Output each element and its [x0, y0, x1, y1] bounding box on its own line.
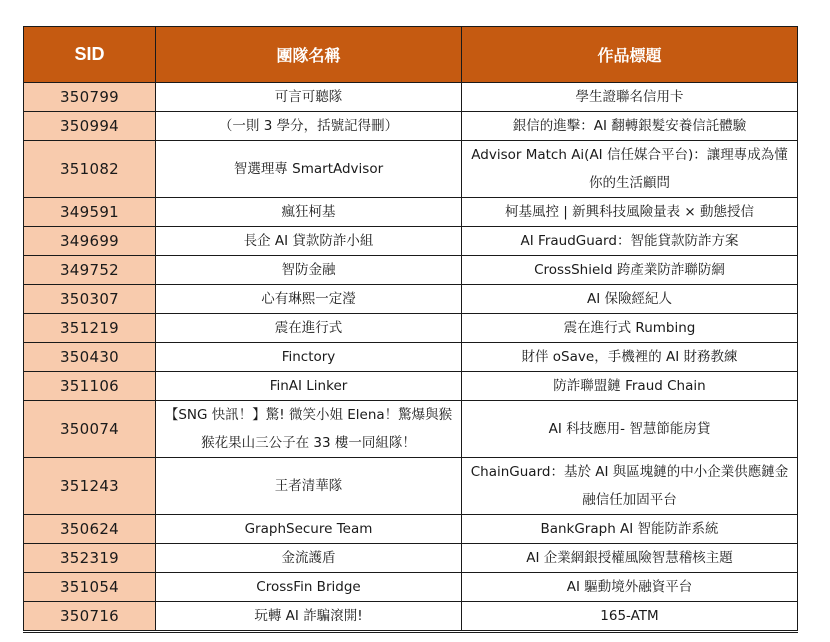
table-row [24, 227, 798, 256]
table-row [24, 112, 798, 141]
sid-cell: 350799 [24, 83, 156, 112]
team-name-cell: 震在進行式 [156, 314, 462, 343]
project-title-cell: ChainGuard：基於 AI 與區塊鏈的中小企業供應鏈金融信任加固平台 [462, 458, 798, 515]
team-name-cell: 智防金融 [156, 256, 462, 285]
table-row [24, 198, 798, 227]
team-name-cell: 【SNG 快訊！】驚! 微笑小姐 Elena！驚爆與猴猴花果山三公子在 33 樓一同組隊！ [156, 401, 462, 458]
team-name-cell: FinAI Linker [156, 372, 462, 401]
project-title-cell: BankGraph AI 智能防詐系統 [462, 515, 798, 544]
column-header-project-title: 作品標題 [462, 27, 798, 83]
sid-cell: 350994 [24, 112, 156, 141]
team-submissions-table [23, 26, 798, 633]
sid-cell: 350307 [24, 285, 156, 314]
team-name-cell: Finctory [156, 343, 462, 372]
project-title-cell: AI FraudGuard：智能貸款防詐方案 [462, 227, 798, 256]
project-title-cell: Advisor Match Ai(AI 信任媒合平台)：讓理專成為懂你的生活顧問 [462, 141, 798, 198]
sid-cell: 351219 [24, 314, 156, 343]
sid-cell: 351082 [24, 141, 156, 198]
project-title-cell: CrossShield 跨產業防詐聯防網 [462, 256, 798, 285]
table-row [24, 141, 798, 198]
sid-cell: 351106 [24, 372, 156, 401]
table-row [24, 515, 798, 544]
team-name-cell: CrossFin Bridge [156, 573, 462, 602]
project-title-cell: 防詐聯盟鏈 Fraud Chain [462, 372, 798, 401]
table-row [24, 314, 798, 343]
column-header-team-name: 團隊名稱 [156, 27, 462, 83]
table-row [24, 573, 798, 602]
team-name-cell: 智選理專 SmartAdvisor [156, 141, 462, 198]
project-title-cell: AI 保險經紀人 [462, 285, 798, 314]
sid-cell: 349752 [24, 256, 156, 285]
project-title-cell: 學生證聯名信用卡 [462, 83, 798, 112]
column-header-sid: SID [24, 27, 156, 83]
sid-cell: 350074 [24, 401, 156, 458]
project-title-cell: AI 科技應用- 智慧節能房貸 [462, 401, 798, 458]
table-row [24, 372, 798, 401]
team-name-cell: 瘋狂柯基 [156, 198, 462, 227]
table-row [24, 458, 798, 515]
sid-cell: 352319 [24, 544, 156, 573]
sid-cell: 349591 [24, 198, 156, 227]
table-row [24, 602, 798, 632]
project-title-cell: AI 驅動境外融資平台 [462, 573, 798, 602]
project-title-cell: AI 企業網銀授權風險智慧稽核主題 [462, 544, 798, 573]
table-row [24, 285, 798, 314]
team-name-cell: 玩轉 AI 詐騙滾開! [156, 602, 462, 632]
project-title-cell: 柯基風控 | 新興科技風險量表 × 動態授信 [462, 198, 798, 227]
table-row [24, 256, 798, 285]
project-title-cell: 銀信的進擊：AI 翻轉銀髮安養信託體驗 [462, 112, 798, 141]
table-row [24, 343, 798, 372]
team-name-cell: 可言可聽隊 [156, 83, 462, 112]
table-row [24, 544, 798, 573]
team-name-cell: 金流護盾 [156, 544, 462, 573]
sid-cell: 349699 [24, 227, 156, 256]
team-name-cell: 王者清華隊 [156, 458, 462, 515]
sid-cell: 350716 [24, 602, 156, 632]
sid-cell: 351054 [24, 573, 156, 602]
team-name-cell: GraphSecure Team [156, 515, 462, 544]
sid-cell: 350430 [24, 343, 156, 372]
team-name-cell: 心有琳熙一定瀅 [156, 285, 462, 314]
project-title-cell: 財伴 oSave，手機裡的 AI 財務教練 [462, 343, 798, 372]
sid-cell: 351243 [24, 458, 156, 515]
table-header-row [24, 27, 798, 83]
project-title-cell: 165-ATM [462, 602, 798, 632]
team-name-cell: 長企 AI 貸款防詐小組 [156, 227, 462, 256]
team-submissions-table-container [23, 26, 797, 633]
table-row [24, 401, 798, 458]
team-name-cell: （一則 3 學分，括號記得刪） [156, 112, 462, 141]
table-row [24, 83, 798, 112]
sid-cell: 350624 [24, 515, 156, 544]
project-title-cell: 震在進行式 Rumbing [462, 314, 798, 343]
